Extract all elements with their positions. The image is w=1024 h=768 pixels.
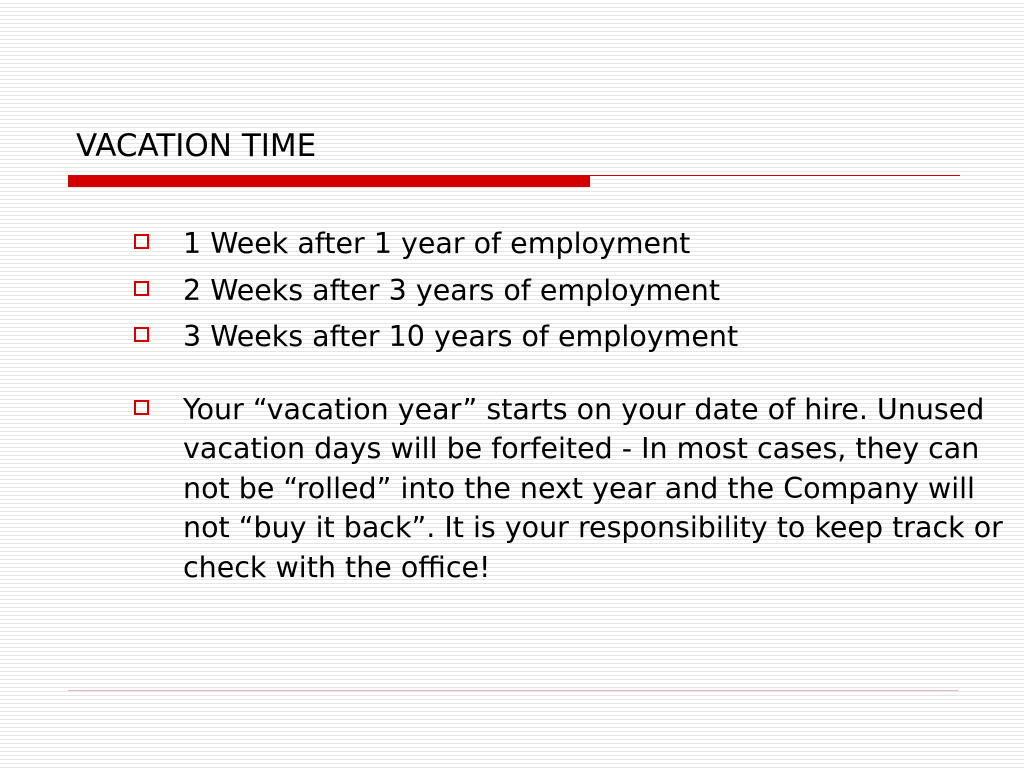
hollow-square-bullet-icon (134, 234, 149, 249)
bullet-item-4 (132, 390, 1013, 588)
hollow-square-bullet-icon (134, 281, 149, 296)
bullet-text-2: 2 Weeks after 3 years of employment (183, 273, 721, 307)
bullet-text-1: 1 Week after 1 year of employment (183, 227, 691, 260)
title-underline-thin (590, 175, 960, 176)
slide-title: VACATION TIME (76, 128, 317, 164)
hollow-square-bullet-icon (134, 327, 149, 342)
title-underline-thick (68, 175, 590, 187)
bullet-text-3: 3 Weeks after 10 years of employment (183, 320, 739, 353)
bullet-item-2 (132, 271, 1012, 311)
hollow-square-bullet-icon (134, 400, 149, 415)
bullet-item-3 (132, 317, 1012, 357)
bullet-list (132, 224, 1012, 594)
bullet-text-4: Your “vacation year” starts on your date of hire. Unused vacation days will be forfeited - In most cases, they can not be “rolled” into the next year and the Company will not “buy it back”. It is your responsibility to keep track or check with the office! (183, 392, 1003, 584)
bullet-item-1 (132, 224, 1012, 264)
footer-divider (68, 690, 958, 691)
